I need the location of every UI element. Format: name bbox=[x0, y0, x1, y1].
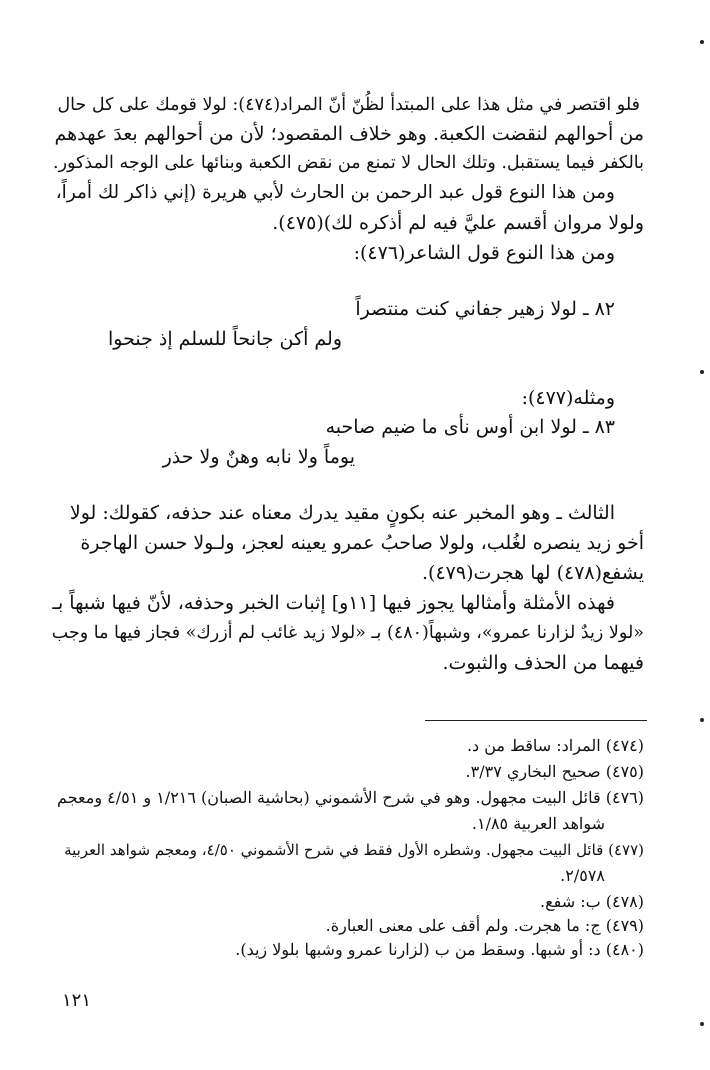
body-line: الثالث ـ وهو المخبر عنه بكونٍ مقيد يدرك معناه عند حذفه، كقولك: لولا bbox=[69, 502, 615, 524]
body-line: بالكفر فيما يستقبل. وتلك الحال لا تمنع من نقض الكعبة وبنائها على الوجه المذكور. bbox=[53, 153, 644, 173]
body-line: يشفع(٤٧٨) لها هجرت(٤٧٩). bbox=[422, 562, 644, 584]
verse-83-first-hemistich: ٨٣ ـ لولا ابن أوس نأى ما ضيم صاحبه bbox=[325, 416, 615, 438]
footnote: ٢/٥٧٨. bbox=[560, 866, 605, 885]
footnote: (٤٧٧) قائل البيت مجهول. وشطره الأول فقط في شرح الأشموني ٤/٥٠، ومعجم شواهد العربية bbox=[64, 841, 644, 859]
footnote: (٤٨٠) د: أو شبها. وسقط من ب (لزارنا عمرو وشبها بلولا زيد). bbox=[235, 940, 644, 959]
footnote: شواهد العربية ١/٨٥. bbox=[471, 814, 605, 833]
body-line: ومن هذا النوع قول عبد الرحمن بن الحارث لأبي هريرة (إني ذاكر لك أمراً، bbox=[55, 182, 615, 203]
footnote: (٤٧٨) ب: شفع. bbox=[540, 892, 644, 911]
body-line: أخو زيد ينصره لغُلب، ولولا صاحبُ عمرو يعينه لعجز، ولـولا حسن الهاجرة bbox=[80, 532, 644, 554]
footnote: (٤٧٥) صحيح البخاري ٣/٣٧. bbox=[465, 762, 644, 781]
body-line: فيهما من الحذف والثبوت. bbox=[442, 652, 644, 674]
footnote: (٤٧٤) المراد: ساقط من د. bbox=[466, 736, 644, 755]
footnote: (٤٧٦) قائل البيت مجهول. وهو في شرح الأشموني (بحاشية الصبان) ١/٢١٦ و ٤/٥١ ومعجم bbox=[57, 788, 644, 807]
footnote: (٤٧٩) ج: ما هجرت. ولم أقف على معنى العبارة. bbox=[325, 916, 644, 935]
body-line: ومثله(٤٧٧): bbox=[521, 387, 615, 409]
verse-82-second-hemistich: ولم أكن جانحاً للسلم إذ جنحوا bbox=[107, 328, 342, 350]
footnote-separator bbox=[425, 720, 647, 721]
page-number: ١٢١ bbox=[62, 990, 92, 1011]
scan-mark bbox=[700, 1022, 704, 1026]
body-line: ومن هذا النوع قول الشاعر(٤٧٦): bbox=[353, 242, 615, 264]
body-line: فهذه الأمثلة وأمثالها يجوز فيها [١١و] إثبات الخبر وحذفه، لأنّ فيها شبهاً بـ bbox=[52, 592, 615, 614]
scan-mark bbox=[700, 40, 704, 44]
verse-82-first-hemistich: ٨٢ ـ لولا زهير جفاني كنت منتصراً bbox=[355, 298, 615, 320]
body-line: من أحوالهم لنقضت الكعبة. وهو خلاف المقصود؛ لأن من أحوالهم بعدَ عهدهم bbox=[54, 123, 644, 145]
body-line: «لولا زيدٌ لزارنا عمرو»، وشبهاً(٤٨٠) بـ «لولا زيد غائب لم أزرك» فجاز فيها ما وجب bbox=[51, 623, 644, 643]
body-line: ولولا مروان أقسم عليَّ فيه لم أذكره لك)(٤٧٥). bbox=[272, 212, 644, 234]
scan-mark bbox=[700, 718, 704, 722]
body-line: فلو اقتصر في مثل هذا على المبتدأ لظُنّ أنّ المراد(٤٧٤): لولا قومك على كل حال bbox=[57, 95, 640, 115]
scan-mark bbox=[700, 370, 704, 374]
verse-83-second-hemistich: يوماً ولا نابه وهنٌ ولا حذر bbox=[162, 446, 355, 468]
